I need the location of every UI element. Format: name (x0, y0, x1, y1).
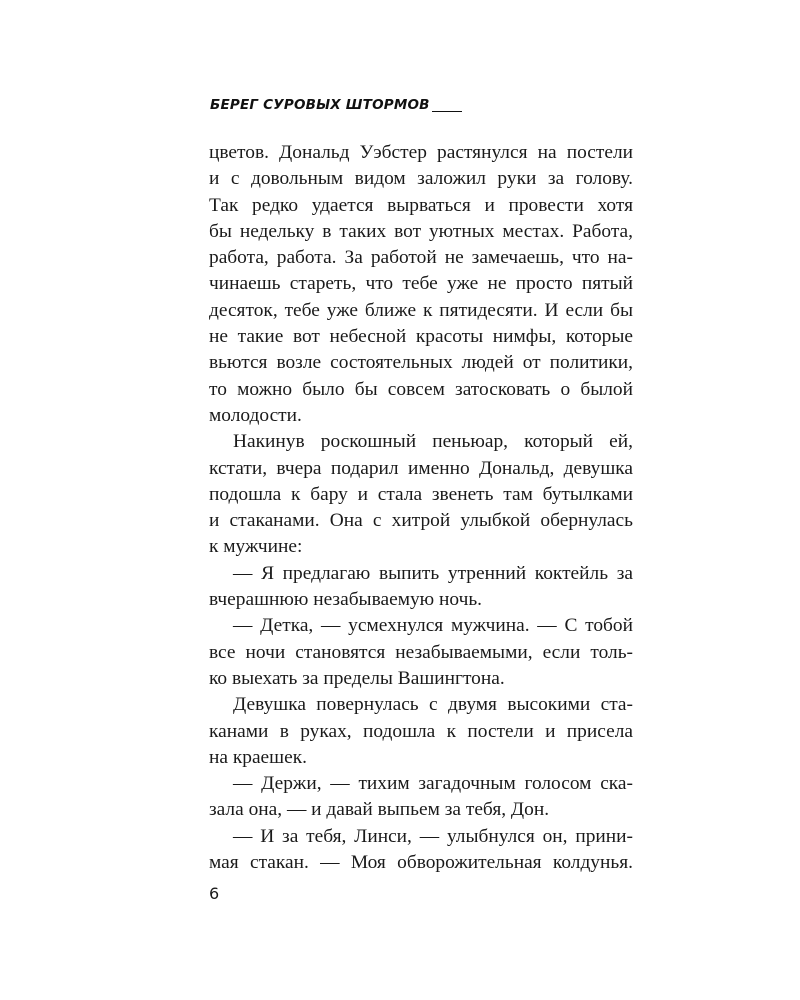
text-line: вчерашнюю незабываемую ночь. (209, 589, 483, 611)
running-title: БЕРЕГ СУРОВЫХ ШТОРМОВ (210, 97, 430, 113)
text-line: десяток, тебе уже ближе к пятидесяти. И если бы (209, 299, 633, 321)
text-line: и с довольным видом заложил руки за голову. (209, 168, 633, 190)
text-line: — Держи, — тихим загадочным голосом ска- (233, 773, 633, 795)
text-line: Накинув роскошный пеньюар, который ей, (233, 431, 633, 453)
text-line: — Детка, — усмехнулся мужчина. — С тобой (233, 615, 633, 637)
text-line: молодости. (209, 404, 302, 426)
text-line: цветов. Дональд Уэбстер растянулся на постели (209, 142, 633, 163)
text-line: все ночи становятся незабываемыми, если толь- (209, 641, 633, 663)
running-header (210, 96, 462, 114)
text-line: на краешек. (209, 746, 307, 768)
text-line: Так редко удается вырваться и провести хотя (209, 194, 633, 216)
text-line: подошла к бару и стала звенеть там бутылками (209, 483, 633, 505)
text-line: — И за тебя, Линси, — улыбнулся он, прини- (233, 825, 633, 847)
text-line: ко выехать за пределы Вашингтона. (209, 667, 505, 689)
text-line: зала она, — и давай выпьем за тебя, Дон. (209, 799, 550, 821)
header-rule (432, 111, 462, 112)
text-line: работа, работа. За работой не замечаешь, что на- (209, 247, 633, 269)
text-line: к мужчине: (209, 536, 303, 558)
text-line: кстати, вчера подарил именно Дональд, девушка (209, 457, 633, 479)
text-line: не такие вот небесной красоты нимфы, которые (209, 326, 633, 348)
text-line: бы недельку в таких вот уютных местах. Работа, (209, 220, 633, 242)
text-line: чинаешь стареть, что тебе уже не просто пятый (209, 273, 633, 295)
page-number: 6 (209, 884, 220, 903)
body-text (209, 140, 633, 876)
text-line: канами в руках, подошла к постели и присела (209, 720, 633, 742)
text-line: вьются возле состоятельных людей от политики, (209, 352, 633, 374)
text-line: то можно было бы совсем затосковать о былой (209, 378, 633, 400)
text-line: и стаканами. Она с хитрой улыбкой обернулась (209, 510, 633, 532)
text-line: мая стакан. — Моя обворожительная колдунья. (209, 852, 633, 874)
text-line: Девушка повернулась с двумя высокими ста- (233, 694, 633, 716)
text-line: — Я предлагаю выпить утренний коктейль за (233, 562, 633, 584)
